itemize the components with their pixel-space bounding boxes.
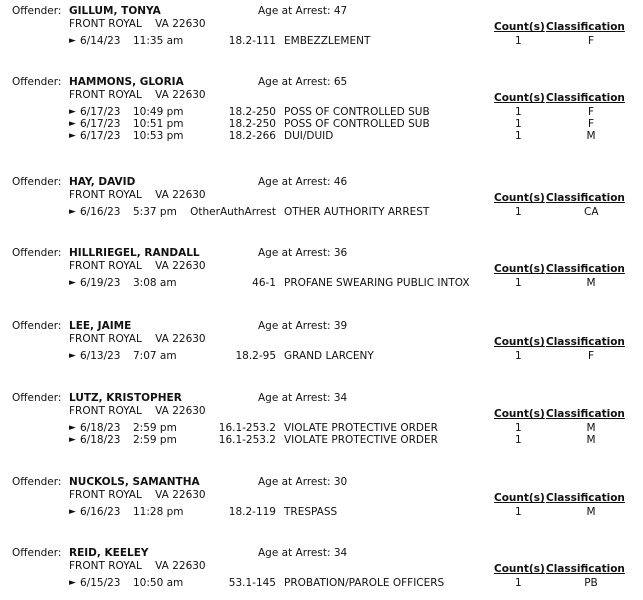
charge-description: VIOLATE PROTECTIVE ORDER bbox=[284, 434, 438, 446]
charge-count: 1 bbox=[515, 277, 522, 289]
age-at-arrest bbox=[258, 76, 347, 88]
charge-row bbox=[0, 277, 643, 289]
offender-name: HAMMONS, GLORIA bbox=[69, 76, 184, 88]
charge-time: 2:59 pm bbox=[133, 434, 177, 446]
offender-label: Offender: bbox=[12, 247, 62, 259]
charge-classification: F bbox=[587, 106, 595, 118]
age-label: Age at Arrest: bbox=[258, 5, 331, 17]
age-label: Age at Arrest: bbox=[258, 320, 331, 332]
charge-time: 11:35 am bbox=[133, 35, 184, 47]
charge-classification: F bbox=[587, 118, 595, 130]
classification-header: Classification bbox=[546, 408, 625, 420]
statute-code: 18.2-266 bbox=[228, 130, 276, 142]
age-label: Age at Arrest: bbox=[258, 76, 331, 88]
classification-header: Classification bbox=[546, 336, 625, 348]
charge-count: 1 bbox=[515, 130, 522, 142]
charge-count: 1 bbox=[515, 106, 522, 118]
charge-row bbox=[0, 130, 643, 142]
offender-address: FRONT ROYAL VA 22630 bbox=[69, 560, 206, 572]
offender-address: FRONT ROYAL VA 22630 bbox=[69, 89, 206, 101]
offender-name: HAY, DAVID bbox=[69, 176, 136, 188]
statute-code: 18.2-95 bbox=[235, 350, 276, 362]
offender-label: Offender: bbox=[12, 320, 62, 332]
age-value: 34 bbox=[333, 547, 348, 559]
offender-label: Offender: bbox=[12, 176, 62, 188]
charge-description: VIOLATE PROTECTIVE ORDER bbox=[284, 422, 438, 434]
age-value: 47 bbox=[333, 5, 348, 17]
offender-address: FRONT ROYAL VA 22630 bbox=[69, 333, 206, 345]
statute-code: 53.1-145 bbox=[228, 577, 276, 589]
arrow-icon: ► bbox=[69, 507, 76, 517]
age-label: Age at Arrest: bbox=[258, 392, 331, 404]
age-at-arrest bbox=[258, 247, 347, 259]
statute-code: 18.2-119 bbox=[228, 506, 276, 518]
count-header: Count(s) bbox=[494, 563, 545, 575]
charge-classification: M bbox=[586, 130, 596, 142]
count-header: Count(s) bbox=[494, 336, 545, 348]
offender-address: FRONT ROYAL VA 22630 bbox=[69, 489, 206, 501]
charge-row bbox=[0, 434, 643, 446]
classification-header: Classification bbox=[546, 21, 625, 33]
statute-code: 18.2-250 bbox=[228, 106, 276, 118]
charge-row bbox=[0, 35, 643, 47]
age-at-arrest bbox=[258, 547, 347, 559]
charge-row bbox=[0, 422, 643, 434]
arrow-icon: ► bbox=[69, 351, 76, 361]
charge-description: OTHER AUTHORITY ARREST bbox=[284, 206, 430, 218]
offender-name: LUTZ, KRISTOPHER bbox=[69, 392, 182, 404]
age-value: 46 bbox=[333, 176, 348, 188]
count-header: Count(s) bbox=[494, 192, 545, 204]
charge-date: 6/19/23 bbox=[80, 277, 121, 289]
age-at-arrest bbox=[258, 320, 347, 332]
classification-header: Classification bbox=[546, 92, 625, 104]
arrow-icon: ► bbox=[69, 423, 76, 433]
charge-time: 10:49 pm bbox=[133, 106, 184, 118]
charge-count: 1 bbox=[515, 350, 522, 362]
count-header: Count(s) bbox=[494, 21, 545, 33]
charge-row bbox=[0, 206, 643, 218]
age-label: Age at Arrest: bbox=[258, 247, 331, 259]
charge-time: 10:53 pm bbox=[133, 130, 184, 142]
statute-code: 46-1 bbox=[252, 277, 276, 289]
charge-row bbox=[0, 106, 643, 118]
age-label: Age at Arrest: bbox=[258, 547, 331, 559]
offender-address: FRONT ROYAL VA 22630 bbox=[69, 260, 206, 272]
charge-description: PROFANE SWEARING PUBLIC INTOX bbox=[284, 277, 470, 289]
statute-code: 18.2-111 bbox=[228, 35, 276, 47]
age-value: 65 bbox=[333, 76, 348, 88]
count-header: Count(s) bbox=[494, 263, 545, 275]
offender-name: NUCKOLS, SAMANTHA bbox=[69, 476, 200, 488]
offender-label: Offender: bbox=[12, 392, 62, 404]
offender-address: FRONT ROYAL VA 22630 bbox=[69, 18, 206, 30]
charge-count: 1 bbox=[515, 506, 522, 518]
charge-description: DUI/DUID bbox=[284, 130, 334, 142]
arrow-icon: ► bbox=[69, 207, 76, 217]
charge-classification: M bbox=[586, 277, 596, 289]
charge-time: 10:50 am bbox=[133, 577, 184, 589]
statute-code: 16.1-253.2 bbox=[218, 434, 276, 446]
offender-name: LEE, JAIME bbox=[69, 320, 132, 332]
statute-code: 16.1-253.2 bbox=[218, 422, 276, 434]
charge-classification: M bbox=[586, 434, 596, 446]
charge-time: 5:37 pm bbox=[133, 206, 177, 218]
offender-name: REID, KEELEY bbox=[69, 547, 149, 559]
age-label: Age at Arrest: bbox=[258, 476, 331, 488]
charge-count: 1 bbox=[515, 35, 522, 47]
offender-name: HILLRIEGEL, RANDALL bbox=[69, 247, 200, 259]
charge-classification: PB bbox=[584, 577, 598, 589]
charge-classification: F bbox=[587, 350, 595, 362]
classification-header: Classification bbox=[546, 263, 625, 275]
charge-count: 1 bbox=[515, 434, 522, 446]
arrow-icon: ► bbox=[69, 435, 76, 445]
count-header: Count(s) bbox=[494, 92, 545, 104]
charge-count: 1 bbox=[515, 577, 522, 589]
charge-description: EMBEZZLEMENT bbox=[284, 35, 371, 47]
charge-date: 6/17/23 bbox=[80, 106, 121, 118]
count-header: Count(s) bbox=[494, 408, 545, 420]
arrow-icon: ► bbox=[69, 107, 76, 117]
charge-classification: F bbox=[587, 35, 595, 47]
arrow-icon: ► bbox=[69, 278, 76, 288]
charge-date: 6/13/23 bbox=[80, 350, 121, 362]
charge-date: 6/14/23 bbox=[80, 35, 121, 47]
charge-date: 6/18/23 bbox=[80, 434, 121, 446]
age-value: 39 bbox=[333, 320, 348, 332]
charge-time: 7:07 am bbox=[133, 350, 177, 362]
charge-row bbox=[0, 350, 643, 362]
statute-code: 18.2-250 bbox=[228, 118, 276, 130]
charge-time: 10:51 pm bbox=[133, 118, 184, 130]
charge-time: 11:28 pm bbox=[133, 506, 184, 518]
charge-classification: M bbox=[586, 422, 596, 434]
charge-description: POSS OF CONTROLLED SUB bbox=[284, 118, 430, 130]
age-at-arrest bbox=[258, 5, 347, 17]
charge-row bbox=[0, 577, 643, 589]
charge-count: 1 bbox=[515, 206, 522, 218]
charge-date: 6/18/23 bbox=[80, 422, 121, 434]
age-at-arrest bbox=[258, 476, 347, 488]
age-value: 30 bbox=[333, 476, 348, 488]
statute-code: OtherAuthArrest bbox=[190, 206, 276, 218]
offender-label: Offender: bbox=[12, 76, 62, 88]
offender-address: FRONT ROYAL VA 22630 bbox=[69, 189, 206, 201]
offender-label: Offender: bbox=[12, 476, 62, 488]
charge-time: 3:08 am bbox=[133, 277, 177, 289]
classification-header: Classification bbox=[546, 563, 625, 575]
charge-time: 2:59 pm bbox=[133, 422, 177, 434]
arrow-icon: ► bbox=[69, 119, 76, 129]
charge-description: POSS OF CONTROLLED SUB bbox=[284, 106, 430, 118]
charge-date: 6/15/23 bbox=[80, 577, 121, 589]
offender-address: FRONT ROYAL VA 22630 bbox=[69, 405, 206, 417]
charge-date: 6/17/23 bbox=[80, 118, 121, 130]
charge-classification: CA bbox=[584, 206, 599, 218]
age-label: Age at Arrest: bbox=[258, 176, 331, 188]
count-header: Count(s) bbox=[494, 492, 545, 504]
charge-date: 6/16/23 bbox=[80, 206, 121, 218]
arrow-icon: ► bbox=[69, 131, 76, 141]
classification-header: Classification bbox=[546, 492, 625, 504]
arrow-icon: ► bbox=[69, 36, 76, 46]
charge-classification: M bbox=[586, 506, 596, 518]
charge-row bbox=[0, 506, 643, 518]
charge-count: 1 bbox=[515, 118, 522, 130]
charge-date: 6/17/23 bbox=[80, 130, 121, 142]
charge-date: 6/16/23 bbox=[80, 506, 121, 518]
age-value: 34 bbox=[333, 392, 348, 404]
age-at-arrest bbox=[258, 392, 347, 404]
charge-row bbox=[0, 118, 643, 130]
classification-header: Classification bbox=[546, 192, 625, 204]
offender-label: Offender: bbox=[12, 5, 62, 17]
arrow-icon: ► bbox=[69, 578, 76, 588]
charge-description: PROBATION/PAROLE OFFICERS bbox=[284, 577, 445, 589]
offender-label: Offender: bbox=[12, 547, 62, 559]
age-value: 36 bbox=[333, 247, 348, 259]
charge-description: GRAND LARCENY bbox=[284, 350, 374, 362]
offender-name: GILLUM, TONYA bbox=[69, 5, 161, 17]
age-at-arrest bbox=[258, 176, 347, 188]
charge-count: 1 bbox=[515, 422, 522, 434]
charge-description: TRESPASS bbox=[284, 506, 338, 518]
